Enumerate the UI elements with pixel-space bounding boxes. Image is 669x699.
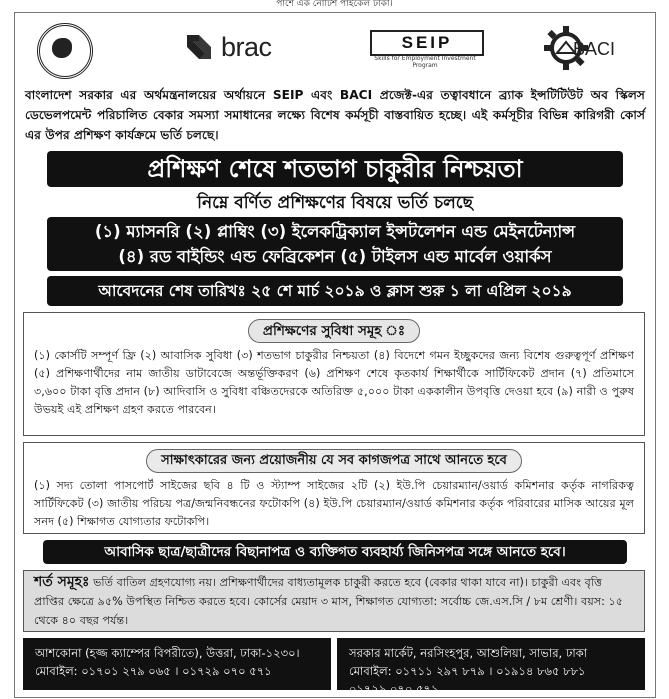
seip-subtitle: Skills for Employment Investment Program — [374, 55, 476, 69]
terms-text: ভর্তি বাতিল গ্রহণযোগ্য নয়। প্রশিক্ষণার্থীদের বাধ্যতামূলক চাকুরী করতে হবে (বেকার থাকা যাবে না)। চাকুরী এবং বৃত্তি প্রাপ্তির ক্ষেত্রে ৯৫% উপস্থিত নিশ্চিত করতে হবে। কোর্সের মেয়াদ ৩ মাস, শিক্ষাগত যোগ্যতা: সর্বোচ্চ জে.এস.সি / ৮ম শ্রেণী। বয়স: ১৫ থেকে ৪০ বছর পর্যন্ত। — [34, 576, 624, 627]
brac-wordmark: brac — [221, 31, 272, 62]
admission-subheadline: নিম্নে বর্ণিত প্রশিক্ষণের বিষয়ে ভর্তি চলছে — [197, 193, 473, 213]
seip-wordmark: SEIP — [370, 30, 484, 56]
baci-logo — [543, 23, 633, 73]
headline-banner: প্রশিক্ষণ শেষে শতভাগ চাকুরীর নিশ্চয়তা — [47, 151, 623, 187]
top-strip-text: পাশে এক নোটিশ পাইকেল ঢাকা। — [276, 0, 393, 8]
logo-header — [15, 13, 655, 83]
contact-box-left — [23, 638, 331, 690]
contact-right-phones: মোবাইল: ০১৭১১ ২৯৭ ৮৭৯ । ০১৯১৪ ৮৬৫ ৮৮১ — [349, 664, 586, 678]
brac-mark-icon — [183, 31, 215, 63]
documents-text: (১) সদ্য তোলা পাসপোর্ট সাইজের ছবি ৪ টি ও স্ট্যাম্প সাইজের ২টি (২) ইউ.পি চেয়ারম্যান/ওয়ার্ড কমিশনার কর্তৃক নাগরিকত্ব সার্টিফিকেট (৩) জাতীয় পরিচয় পত্র/জন্মনিবন্ধনের ফটোকপি (৪) ইউ.পি চেয়ারম্যান/ওয়ার্ড কমিশনার কর্তৃক পরিবারের মাসিক আয়ের মূল সনদ (৫) শিক্ষাগত যোগ্যতার ফটোকপি। — [34, 479, 634, 528]
seip-logo — [370, 30, 480, 69]
government-seal-logo — [37, 23, 93, 79]
contact-right-address: সরকার মার্কেট, নরসিংহপুর, আশুলিয়া, সাভার, ঢাকা — [349, 646, 588, 660]
courses-banner — [47, 217, 623, 271]
baci-wordmark: BACI — [573, 39, 616, 59]
contact-box-right — [337, 638, 645, 696]
deadline-banner: আবেদনের শেষ তারিখঃ ২৫ শে মার্চ ২০১৯ ও ক্লাস শুরু ১ লা এপ্রিল ২০১৯ — [47, 276, 623, 306]
terms-heading: শর্ত সমূহঃ — [34, 574, 90, 590]
brac-logo — [183, 29, 272, 65]
intro-paragraph: বাংলাদেশ সরকার এর অর্থমন্ত্রনালয়ের অর্থায়নে SEIP এবং BACI প্রজেক্ট-এর তত্বাবধানে ব্র্যাক ইন্সটিটিউট অব স্কিলস ডেভেলপমেন্ট পরিচালিত বেকার সমস্যা সমাধানের লক্ষ্যে বিশেষ কর্মসূচী বাস্তবায়িত হচ্ছে। এই কর্মসূচীর বিভিন্ন কারিগরী কোর্স এর উপর প্রশিক্ষণ কার্যক্রমে ভর্তি চলছে। — [25, 88, 645, 142]
benefits-text: (১) কোর্সটি সম্পূর্ণ ফ্রি (২) আবাসিক সুবিধা (৩) শতভাগ চাকুরীর নিশ্চয়তা (৪) বিদেশে গমন ইচ্ছুকদের জন্য বিশেষ গুরুত্বপূর্ণ প্রশিক্ষণ (৫) প্রশিক্ষণার্থীদের নাম জাতীয় ডাটাবেজে অন্তর্ভূক্তিকরণ (৬) প্রশিক্ষণ শেষে কৃতকার্য শিক্ষার্থীকে সার্টিফিকেট প্রদান (৭) প্রতিমাসে ৩,৬০০ টাকা বৃত্তি প্রদান (৮) আদিবাসি ও সুবিধা বঞ্চিতদেরকে অতিরিক্ত ৫,০০০ টাকা এককালীন উপবৃত্তি দেওয়া হবে (৯) নারী ও পুরুষ উভয়ই এই প্রশিক্ষণ গ্রহণ করতে পারবেন। — [34, 349, 634, 416]
documents-panel — [23, 442, 645, 534]
job-training-advertisement — [14, 12, 656, 698]
courses-line-1: (১) ম্যাসনরি (২) প্লাম্বিং (৩) ইলেকট্রিক্যাল ইন্সটলেশন এন্ড মেইনটেন্যান্স — [94, 222, 576, 241]
contact-right-phones-2: ০১৭২৯ ০৭০ ৫৭১ — [349, 682, 439, 696]
contact-left-address: আশকোনা (হজ্জ ক্যাম্পের বিপরীতে), উত্তরা, ঢাকা-১২৩০। — [35, 646, 300, 660]
documents-title: সাক্ষাৎকারের জন্য প্রয়োজনীয় যে সব কাগজপত্র সাথে আনতে হবে — [146, 449, 522, 473]
contact-left-phones: মোবাইল: ০১৭০১ ২৭৯ ০৬৫ । ০১৭২৯ ০৭০ ৫৭১ — [35, 664, 272, 678]
courses-line-2: (৪) রড বাইন্ডিং এন্ড ফেব্রিকেশন (৫) টাইলস এন্ড মার্বেল ওয়ার্কস — [118, 247, 552, 266]
benefits-title: প্রশিক্ষণের সুবিধা সমূহ ঃ — [248, 319, 420, 343]
residential-note-banner: আবাসিক ছাত্র/ছাত্রীদের বিছানাপত্র ও ব্যক্তিগত ব্যবহার্য্য জিনিসপত্র সঙ্গে আনতে হবে। — [43, 540, 627, 564]
benefits-panel — [23, 312, 645, 436]
terms-box — [23, 570, 645, 632]
